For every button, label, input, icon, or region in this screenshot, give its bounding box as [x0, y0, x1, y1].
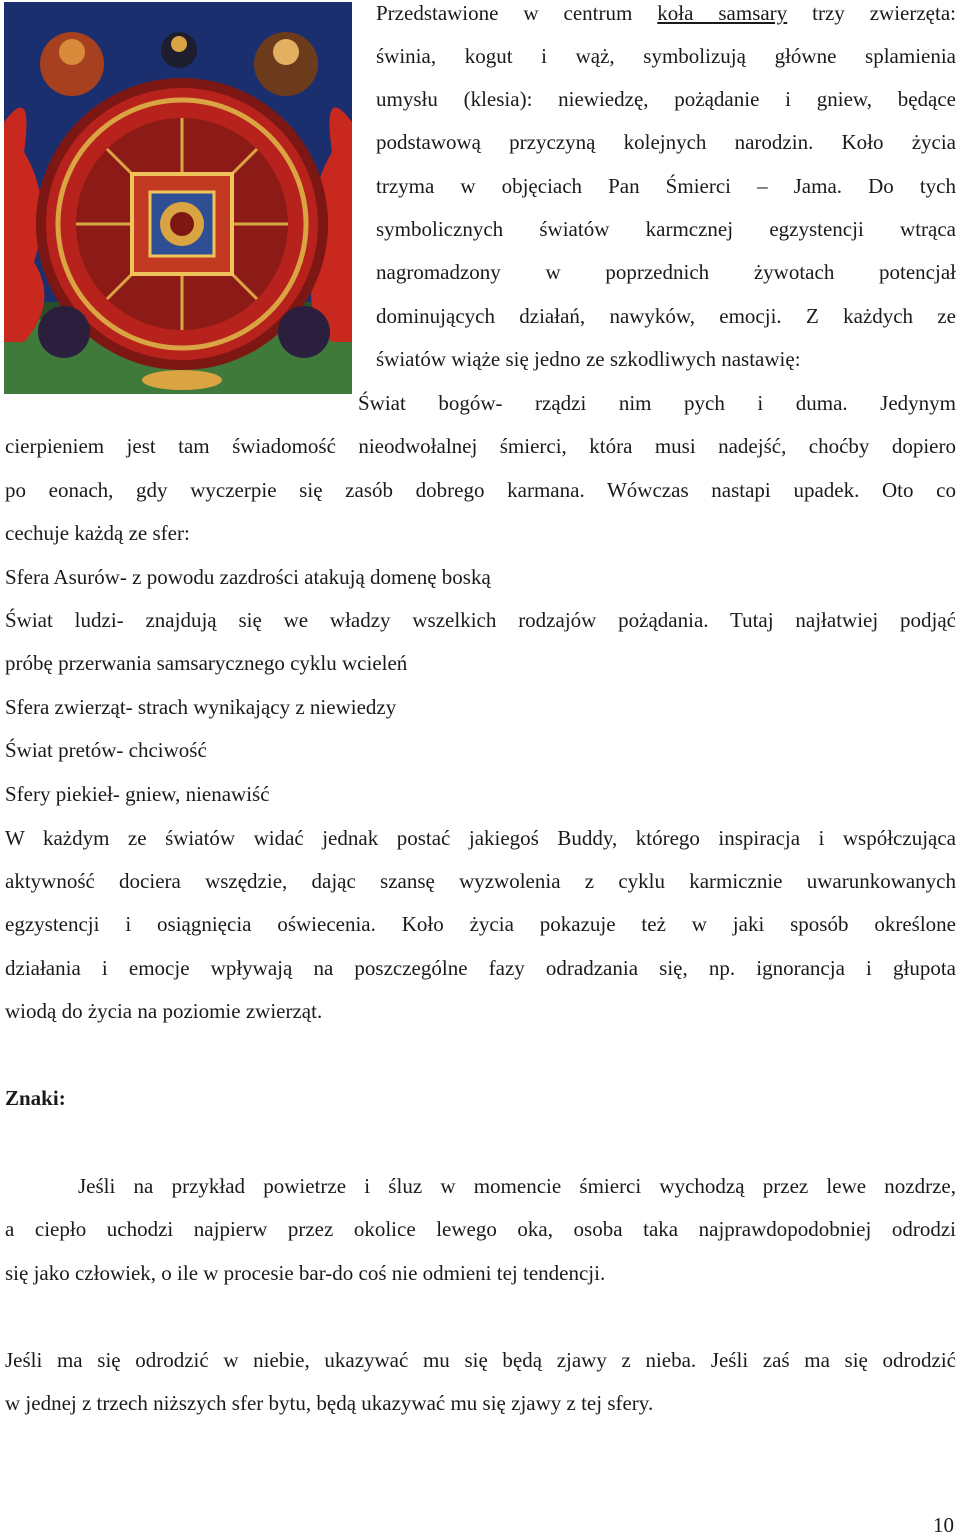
signs-p1-line-2: a ciepło uchodzi najpierw przez okolice lewego oka, osoba taka najprawdopodobniej odrodzi	[5, 1217, 956, 1241]
intro-line-3: umysłu (klesia): niewiedzę, pożądanie i gniew, będące	[376, 87, 956, 111]
intro-line-7: nagromadzony w poprzednich żywotach potencjał	[376, 260, 956, 284]
wheel-of-life-image	[4, 2, 352, 394]
intro-line-11: cierpieniem jest tam świadomość nieodwołalnej śmierci, która musi nadejść, choćby dopiero	[5, 434, 956, 458]
signs-p1-line-3: się jako człowiek, o ile w procesie bar-do coś nie odmieni tej tendencji.	[5, 1261, 606, 1285]
intro-line-10: Świat bogów- rządzi nim pych i duma. Jedynym	[358, 391, 956, 415]
sphere-asura: Sfera Asurów- z powodu zazdrości atakują domenę boską	[5, 565, 491, 589]
intro-line-13: cechuje każdą ze sfer:	[5, 521, 190, 545]
intro-line-8: dominujących działań, nawyków, emocji. Z każdych ze	[376, 304, 956, 328]
intro-line-6: symbolicznych światów karmcznej egzystencji wtrąca	[376, 217, 956, 241]
intro-line-12: po eonach, gdy wyczerpie się zasób dobrego karmana. Wówczas nastapi upadek. Oto co	[5, 478, 956, 502]
intro-line-4: podstawową przyczyną kolejnych narodzin. Koło życia	[376, 130, 956, 154]
signs-p2-line-1: Jeśli ma się odrodzić w niebie, ukazywać mu się będą zjawy z nieba. Jeśli zaś ma się odrodzić	[5, 1348, 956, 1372]
buddha-line-2: aktywność dociera wszędzie, dając szansę wyzwolenia z cyklu karmicznie uwarunkowanych	[5, 869, 956, 893]
signs-p1-line-1: Jeśli na przykład powietrze i śluz w momencie śmierci wychodzą przez lewe nozdrze,	[78, 1174, 956, 1198]
intro-line-2: świnia, kogut i wąż, symbolizują główne splamienia	[376, 44, 956, 68]
intro-line-5: trzyma w objęciach Pan Śmierci – Jama. Do tych	[376, 174, 956, 198]
buddha-line-4: działania i emocje wpływają na poszczególne fazy odradzania się, np. ignorancja i głupota	[5, 956, 956, 980]
sphere-animals: Sfera zwierząt- strach wynikający z niewiedzy	[5, 695, 397, 719]
signs-p2-line-2: w jednej z trzech niższych sfer bytu, będą ukazywać mu się zjawy z tej sfery.	[5, 1391, 654, 1415]
buddha-line-1: W każdym ze światów widać jednak postać jakiegoś Buddy, którego inspiracja i współczująca	[5, 826, 956, 850]
intro-line-1: Przedstawione w centrum koła samsary trzy zwierzęta:	[376, 1, 956, 25]
sphere-pretas: Świat pretów- chciwość	[5, 738, 207, 762]
samsara-wheel-link[interactable]: koła samsary	[657, 1, 788, 25]
sphere-humans-line-1: Świat ludzi- znajdują się we władzy wszelkich rodzajów pożądania. Tutaj najłatwiej podjąć	[5, 608, 956, 632]
intro-line-9: światów wiąże się jedno ze szkodliwych nastawię:	[376, 347, 801, 371]
page-number: 10	[933, 1513, 954, 1537]
section-heading: Znaki:	[5, 1086, 66, 1110]
sphere-humans-line-2: próbę przerwania samsarycznego cyklu wcieleń	[5, 651, 408, 675]
buddha-line-5: wiodą do życia na poziomie zwierząt.	[5, 999, 323, 1023]
sphere-hells: Sfery piekieł- gniew, nienawiść	[5, 782, 270, 806]
buddha-line-3: egzystencji i osiągnięcia oświecenia. Koło życia pokazuje też w jaki sposób określone	[5, 912, 956, 936]
